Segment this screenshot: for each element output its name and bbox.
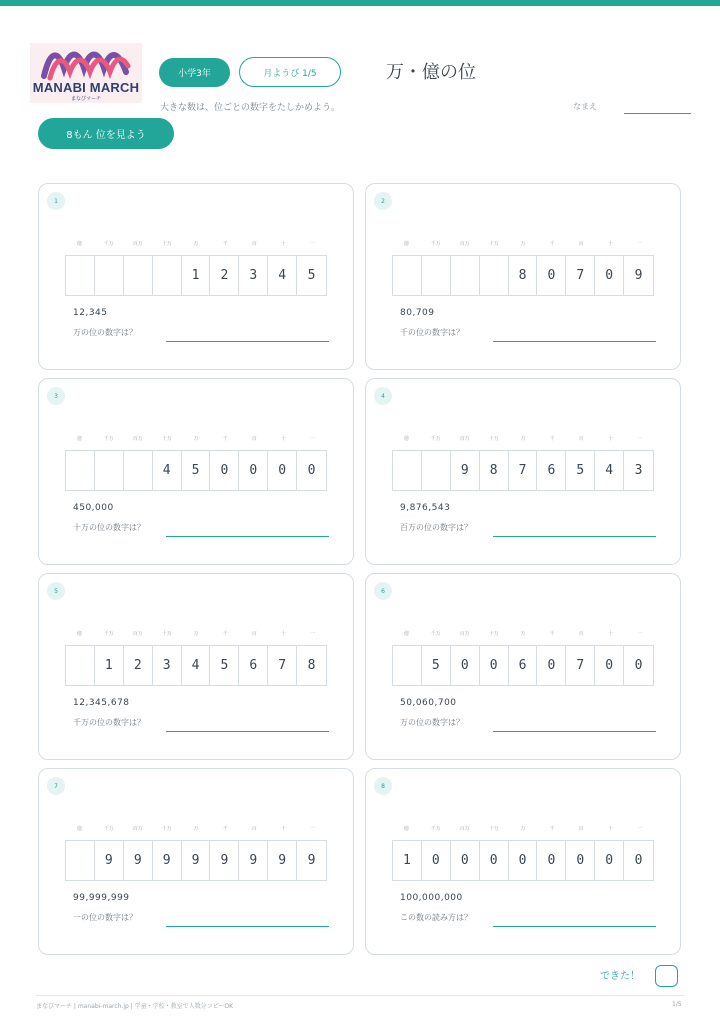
digit-cell: 5 <box>307 268 316 283</box>
top-accent-bar <box>0 0 720 6</box>
problem-number: 5 <box>47 582 65 600</box>
date-badge: 月ようび 1/5 <box>239 57 341 87</box>
place-label: 億 <box>404 631 410 637</box>
digit-cell: 0 <box>422 841 451 880</box>
place-label: 億 <box>77 241 83 247</box>
digit-grid <box>65 450 327 491</box>
place-label: 千 <box>222 436 228 442</box>
place-label: 千万 <box>430 436 441 442</box>
place-label: 万 <box>520 436 526 442</box>
answer-field[interactable] <box>166 731 329 732</box>
digit-cell: 0 <box>451 646 480 685</box>
place-label: 一 <box>309 436 315 442</box>
place-label: 百万 <box>132 631 143 637</box>
digit-grid <box>392 450 654 491</box>
digit-cell: 0 <box>537 841 566 880</box>
digit-cell: 0 <box>307 463 316 478</box>
problem-number: 6 <box>374 582 392 600</box>
digit-cell: 0 <box>537 256 566 295</box>
place-label: 百 <box>578 631 584 637</box>
digit-cell: 4 <box>595 451 624 490</box>
brand-wave-icon <box>40 46 132 82</box>
place-label: 十万 <box>161 436 172 442</box>
footer-credit: まなびマーチ | manabi-march.jp | 学童・学校・教室で人数分コピーOK <box>36 1003 234 1010</box>
digit-cell: 9 <box>239 841 268 880</box>
digit-grid <box>392 645 654 686</box>
brand-logo <box>30 43 142 103</box>
problem-card <box>38 768 354 955</box>
problem-question: この数の読み方は？ <box>400 913 472 922</box>
digit-cell <box>66 256 95 295</box>
problem-number-text: 9,876,543 <box>400 503 451 513</box>
digit-cell: 4 <box>182 646 211 685</box>
place-label: 百 <box>251 631 257 637</box>
place-label: 百万 <box>459 631 470 637</box>
place-label: 十 <box>280 631 286 637</box>
problem-card <box>38 378 354 565</box>
place-label: 十万 <box>161 826 172 832</box>
place-label: 千万 <box>430 631 441 637</box>
place-label: 十万 <box>488 631 499 637</box>
place-label: 千 <box>549 826 555 832</box>
digit-cell: 6 <box>239 646 268 685</box>
place-label: 千万 <box>103 241 114 247</box>
digit-cell: 0 <box>595 841 624 880</box>
place-labels <box>392 240 654 250</box>
place-label: 十万 <box>161 241 172 247</box>
digit-cell <box>95 256 124 295</box>
digit-cell: 7 <box>509 451 538 490</box>
digit-cell: 0 <box>595 646 624 685</box>
place-label: 百万 <box>132 826 143 832</box>
digit-cell <box>422 256 451 295</box>
problem-count-badge: 8もん 位を見よう <box>38 118 174 149</box>
digit-cell: 4 <box>268 256 297 295</box>
digit-cell: 3 <box>634 463 643 478</box>
place-label: 万 <box>520 631 526 637</box>
problem-card <box>365 378 681 565</box>
answer-field[interactable] <box>493 731 656 732</box>
problem-question: 千の位の数字は？ <box>400 328 464 337</box>
place-label: 一 <box>636 631 642 637</box>
digit-cell <box>153 256 182 295</box>
digit-cell <box>95 451 124 490</box>
place-label: 千 <box>549 631 555 637</box>
problem-question: 万の位の数字は？ <box>400 718 464 727</box>
place-label: 百万 <box>132 436 143 442</box>
digit-grid <box>65 840 327 881</box>
digit-cell: 5 <box>566 451 595 490</box>
digit-cell <box>66 451 95 490</box>
place-label: 十 <box>280 826 286 832</box>
digit-cell: 8 <box>307 658 316 673</box>
digit-cell: 7 <box>566 256 595 295</box>
place-label: 億 <box>77 436 83 442</box>
problem-number: 1 <box>47 192 65 210</box>
place-label: 十 <box>607 436 613 442</box>
digit-cell: 0 <box>268 451 297 490</box>
digit-cell: 2 <box>210 256 239 295</box>
place-label: 億 <box>77 631 83 637</box>
place-label: 万 <box>520 826 526 832</box>
place-label: 万 <box>520 241 526 247</box>
place-labels <box>392 630 654 640</box>
place-label: 億 <box>404 826 410 832</box>
place-label: 千 <box>222 826 228 832</box>
digit-cell: 0 <box>634 853 643 868</box>
digit-cell: 0 <box>239 451 268 490</box>
place-label: 十 <box>280 436 286 442</box>
digit-cell: 1 <box>95 646 124 685</box>
place-label: 百 <box>251 241 257 247</box>
place-label: 億 <box>404 436 410 442</box>
digit-cell: 3 <box>239 256 268 295</box>
place-label: 万 <box>193 241 199 247</box>
answer-field[interactable] <box>493 341 656 342</box>
name-label: なまえ <box>573 102 597 111</box>
answer-field[interactable] <box>166 926 329 927</box>
digit-cell <box>124 451 153 490</box>
digit-cell: 6 <box>509 646 538 685</box>
digit-grid <box>392 840 654 881</box>
digit-cell: 6 <box>537 451 566 490</box>
page-title: 万・億の位 <box>386 62 476 83</box>
place-labels <box>392 435 654 445</box>
place-label: 十万 <box>161 631 172 637</box>
digit-grid <box>65 255 327 296</box>
place-labels <box>392 825 654 835</box>
digit-cell: 9 <box>634 268 643 283</box>
footer-divider <box>36 995 684 996</box>
digit-cell: 8 <box>509 256 538 295</box>
problem-card <box>38 183 354 370</box>
place-label: 万 <box>193 826 199 832</box>
problem-number-text: 12,345 <box>73 308 108 318</box>
digit-cell: 0 <box>634 658 643 673</box>
digit-cell: 0 <box>480 646 509 685</box>
place-label: 一 <box>636 436 642 442</box>
digit-cell: 2 <box>124 646 153 685</box>
place-label: 一 <box>309 241 315 247</box>
place-label: 百 <box>578 826 584 832</box>
place-label: 万 <box>193 436 199 442</box>
problem-card <box>38 573 354 760</box>
digit-cell: 0 <box>451 841 480 880</box>
problem-number: 8 <box>374 777 392 795</box>
digit-cell: 0 <box>480 841 509 880</box>
answer-field[interactable] <box>166 536 329 537</box>
place-label: 十 <box>607 826 613 832</box>
digit-cell <box>422 451 451 490</box>
digit-cell: 7 <box>566 646 595 685</box>
place-label: 一 <box>636 826 642 832</box>
digit-cell: 5 <box>182 451 211 490</box>
answer-field[interactable] <box>166 341 329 342</box>
digit-cell <box>393 646 422 685</box>
digit-cell: 9 <box>182 841 211 880</box>
problem-number: 4 <box>374 387 392 405</box>
place-label: 十 <box>607 631 613 637</box>
place-label: 千 <box>549 436 555 442</box>
digit-cell <box>480 256 509 295</box>
place-label: 百万 <box>459 436 470 442</box>
place-label: 十万 <box>488 826 499 832</box>
place-label: 億 <box>77 826 83 832</box>
digit-cell: 0 <box>537 646 566 685</box>
problem-number-text: 450,000 <box>73 503 114 513</box>
grade-badge: 小学3年 <box>159 58 230 87</box>
place-label: 千 <box>222 631 228 637</box>
problem-question: 百万の位の数字は？ <box>400 523 472 532</box>
problem-number: 2 <box>374 192 392 210</box>
place-label: 十万 <box>488 436 499 442</box>
digit-cell: 9 <box>268 841 297 880</box>
place-label: 百万 <box>459 826 470 832</box>
problem-number-text: 100,000,000 <box>400 893 463 903</box>
digit-cell: 0 <box>509 841 538 880</box>
digit-cell: 0 <box>566 841 595 880</box>
digit-cell <box>393 451 422 490</box>
problem-number-text: 80,709 <box>400 308 435 318</box>
digit-cell <box>451 256 480 295</box>
place-label: 百 <box>251 826 257 832</box>
place-label: 千万 <box>103 631 114 637</box>
place-labels <box>65 435 327 445</box>
digit-cell <box>66 646 95 685</box>
digit-cell: 8 <box>480 451 509 490</box>
done-checkbox[interactable] <box>655 965 678 987</box>
page-number: 1/5 <box>672 1001 682 1008</box>
digit-cell: 5 <box>422 646 451 685</box>
place-labels <box>65 240 327 250</box>
digit-cell: 1 <box>393 841 422 880</box>
place-label: 十 <box>607 241 613 247</box>
digit-grid <box>392 255 654 296</box>
digit-cell: 7 <box>268 646 297 685</box>
brand-name: MANABI MARCH <box>32 80 140 95</box>
instruction-text: 大きな数は、位ごとの数字をたしかめよう。 <box>160 103 341 113</box>
digit-grid <box>65 645 327 686</box>
place-label: 千万 <box>103 826 114 832</box>
place-label: 百 <box>578 241 584 247</box>
problem-number: 7 <box>47 777 65 795</box>
digit-cell: 5 <box>210 646 239 685</box>
place-label: 千万 <box>103 436 114 442</box>
place-label: 百万 <box>132 241 143 247</box>
problem-number-text: 99,999,999 <box>73 893 130 903</box>
problem-question: 千万の位の数字は？ <box>73 718 145 727</box>
problem-number-text: 12,345,678 <box>73 698 130 708</box>
digit-cell: 9 <box>153 841 182 880</box>
place-label: 百万 <box>459 241 470 247</box>
place-label: 千万 <box>430 826 441 832</box>
digit-cell: 9 <box>451 451 480 490</box>
digit-cell: 9 <box>124 841 153 880</box>
place-label: 千 <box>549 241 555 247</box>
digit-cell: 0 <box>595 256 624 295</box>
problem-question: 万の位の数字は？ <box>73 328 137 337</box>
place-label: 一 <box>309 826 315 832</box>
done-label: できた！ <box>600 971 640 982</box>
problem-card <box>365 183 681 370</box>
problem-number-text: 50,060,700 <box>400 698 457 708</box>
answer-field[interactable] <box>493 536 656 537</box>
digit-cell: 0 <box>210 451 239 490</box>
place-labels <box>65 630 327 640</box>
problem-number: 3 <box>47 387 65 405</box>
digit-cell: 3 <box>153 646 182 685</box>
place-label: 一 <box>309 631 315 637</box>
digit-cell: 9 <box>210 841 239 880</box>
digit-cell <box>66 841 95 880</box>
digit-cell: 9 <box>307 853 316 868</box>
problem-question: 十万の位の数字は？ <box>73 523 145 532</box>
place-label: 十 <box>280 241 286 247</box>
problem-card <box>365 573 681 760</box>
digit-cell <box>393 256 422 295</box>
answer-field[interactable] <box>493 926 656 927</box>
problem-question: 一の位の数字は？ <box>73 913 137 922</box>
digit-cell <box>124 256 153 295</box>
place-labels <box>65 825 327 835</box>
brand-sub: まなびマーチ <box>70 96 101 102</box>
place-label: 一 <box>636 241 642 247</box>
place-label: 十万 <box>488 241 499 247</box>
place-label: 千万 <box>430 241 441 247</box>
name-field[interactable] <box>624 113 691 114</box>
place-label: 百 <box>251 436 257 442</box>
place-label: 万 <box>193 631 199 637</box>
problem-card <box>365 768 681 955</box>
place-label: 千 <box>222 241 228 247</box>
digit-cell: 1 <box>182 256 211 295</box>
place-label: 百 <box>578 436 584 442</box>
digit-cell: 4 <box>153 451 182 490</box>
place-label: 億 <box>404 241 410 247</box>
digit-cell: 9 <box>95 841 124 880</box>
